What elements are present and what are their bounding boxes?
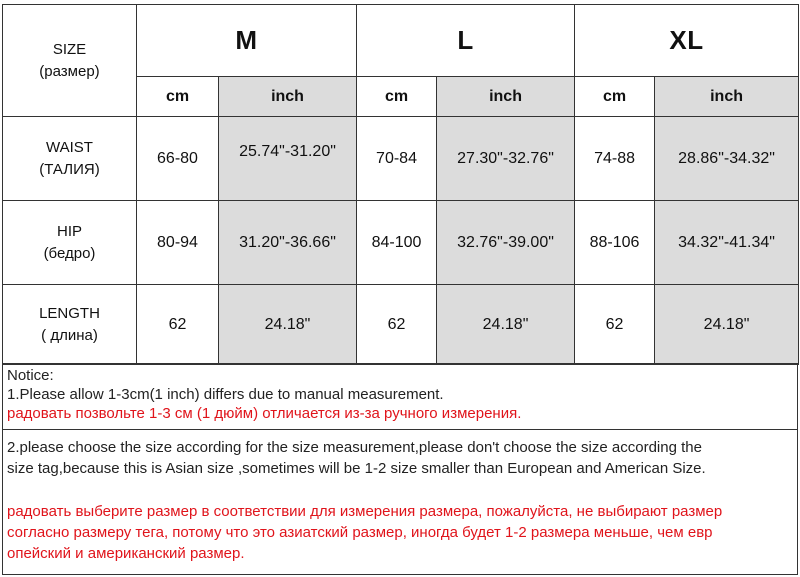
length-l-cm: 62: [357, 285, 437, 365]
waist-row: [3, 117, 799, 201]
hip-xl-inch: 34.32"-41.34": [655, 201, 799, 285]
unit-cm-m: cm: [137, 77, 219, 117]
length-l-inch: 24.18": [437, 285, 575, 365]
unit-inch-l: inch: [437, 77, 575, 117]
hip-label: HIP: [56, 222, 82, 240]
hip-l-cm: 84-100: [357, 201, 437, 285]
size-header-row: [3, 5, 799, 77]
waist-label-cell: [3, 117, 137, 201]
notice-1-ru: радовать позвольте 1-3 см (1 дюйм) отличается из-за ручного измерения.: [7, 405, 522, 422]
hip-l-inch: 32.76"-39.00": [437, 201, 575, 285]
size-label: SIZE: [52, 40, 87, 58]
length-xl-cm: 62: [575, 285, 655, 365]
hip-m-inch: 31.20"-36.66": [219, 201, 357, 285]
unit-cm-l: cm: [357, 77, 437, 117]
waist-m-cm: 66-80: [137, 117, 219, 201]
notice-box: [2, 363, 798, 575]
unit-inch-xl: inch: [655, 77, 799, 117]
hip-label-cell: [3, 201, 137, 285]
length-label-ru: ( длина): [41, 326, 98, 344]
size-l-header: L: [357, 5, 575, 77]
notice-2-en-line2: size tag,because this is Asian size ,sometimes will be 1-2 size smaller than European and American Size.: [7, 460, 706, 477]
unit-inch-m: inch: [219, 77, 357, 117]
unit-cm-xl: cm: [575, 77, 655, 117]
length-row: [3, 285, 799, 365]
hip-xl-cm: 88-106: [575, 201, 655, 285]
size-label-ru: (размер): [39, 62, 100, 80]
notice-1-en: 1.Please allow 1-3cm(1 inch) differs due to manual measurement.: [7, 386, 444, 403]
length-label: LENGTH: [39, 304, 100, 322]
notice-2-ru-line1: радовать выберите размер в соответствии для измерения размера, пожалуйста, не выбирают размер: [7, 503, 723, 520]
hip-m-cm: 80-94: [137, 201, 219, 285]
notice-2-en-line1: 2.please choose the size according for the size measurement,please don't choose the size according the: [7, 439, 702, 456]
size-xl-header: XL: [575, 5, 799, 77]
notice-section-2: [3, 432, 797, 564]
size-label-cell: [3, 5, 137, 117]
waist-label-ru: (ТАЛИЯ): [39, 160, 100, 178]
length-m-cm: 62: [137, 285, 219, 365]
length-label-cell: [3, 285, 137, 365]
notice-section-1: [3, 364, 797, 430]
length-xl-inch: 24.18": [655, 285, 799, 365]
waist-label: WAIST: [46, 138, 93, 156]
waist-l-cm: 70-84: [357, 117, 437, 201]
size-m-header: M: [137, 5, 357, 77]
notice-2-ru-line3: опейский и американский размер.: [7, 545, 245, 562]
waist-xl-cm: 74-88: [575, 117, 655, 201]
hip-row: [3, 201, 799, 285]
notice-title: Notice:: [7, 367, 54, 384]
waist-l-inch: 27.30"-32.76": [437, 117, 575, 201]
waist-xl-inch: 28.86"-34.32": [655, 117, 799, 201]
length-m-inch: 24.18": [219, 285, 357, 365]
size-chart-table: [2, 4, 799, 365]
notice-2-ru-line2: согласно размеру тега, потому что это азиатский размер, иногда будет 1-2 размера меньше, чем евр: [7, 524, 713, 541]
hip-label-ru: (бедро): [43, 244, 96, 262]
waist-m-inch: 25.74"-31.20": [219, 117, 357, 201]
